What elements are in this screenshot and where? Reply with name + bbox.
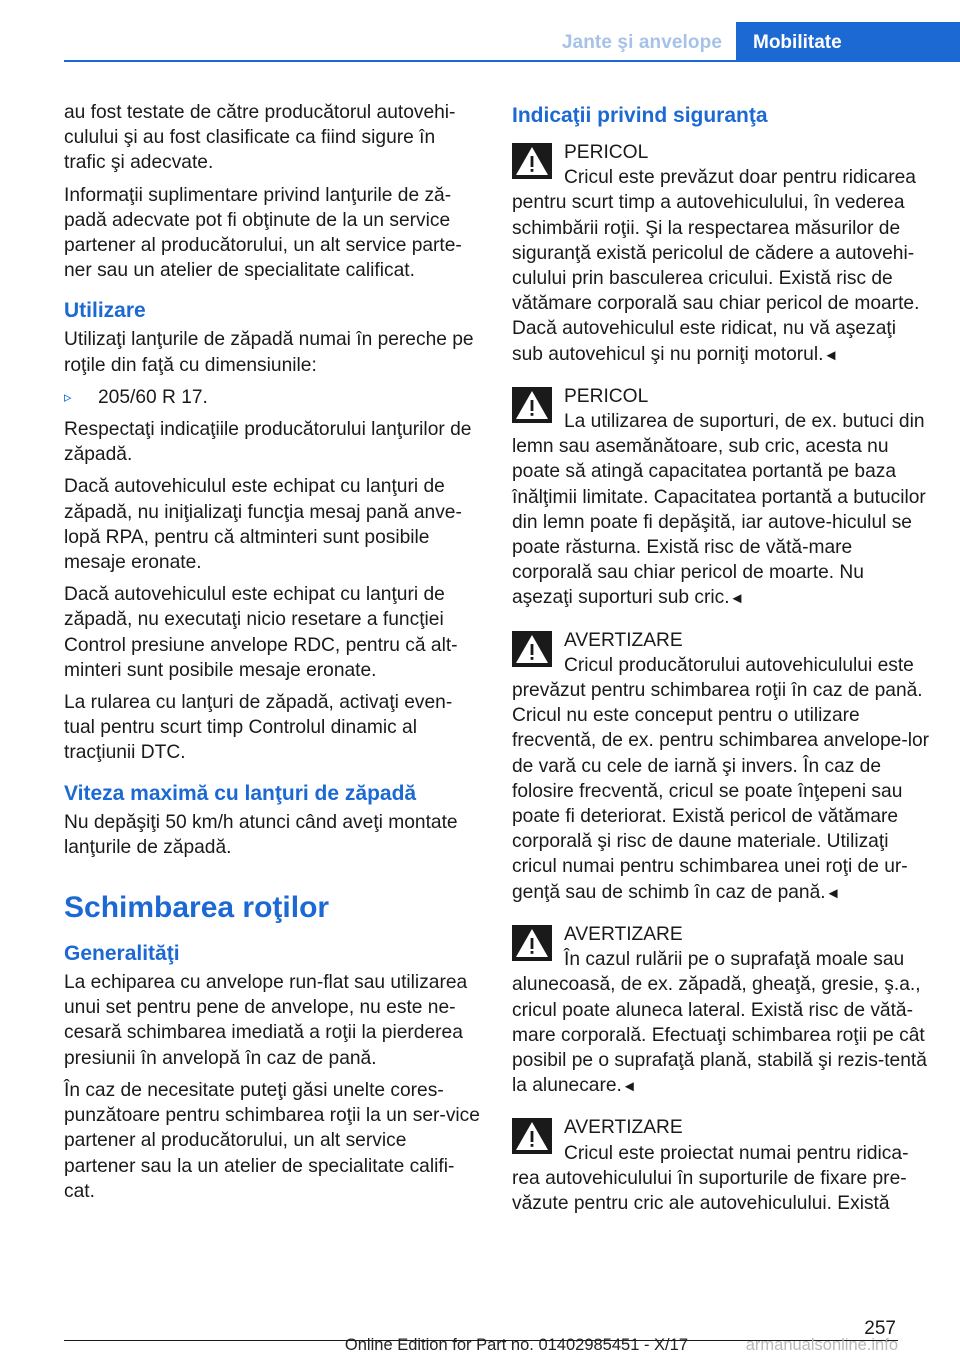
footer-edition: Online Edition for Part no. 01402985451 - X/17	[344, 1336, 688, 1354]
paragraph: Dacă autovehiculul este echipat cu lanţuri de zăpadă, nu iniţializaţi funcţia mesaj pană anve-lopă RPA, pentru că altminteri sunt posibile mesaje eronate.	[64, 476, 462, 574]
warning-title: AVERTIZARE	[564, 923, 683, 945]
warning-triangle-icon	[512, 925, 552, 961]
end-mark-icon: ◄	[729, 590, 745, 608]
warning-block	[512, 140, 930, 368]
paragraph: La echiparea cu anvelope run-flat sau utilizarea unui set pentru pene de anvelope, nu este ne-cesară schimbarea imediată a roţii la pierderea presiunii în anvelopă în caz de pană.	[64, 972, 468, 1069]
heading-utilizare: Utilizare	[64, 299, 146, 323]
page-header	[0, 22, 960, 62]
paragraph: au fost testate de către producătorul autovehi-culului şi au fost clasificate ca fiind sigure în trafic şi adecvate.	[64, 102, 456, 174]
list-item-text: 205/60 R 17.	[98, 386, 208, 408]
paragraph: Dacă autovehiculul este echipat cu lanţuri de zăpadă, nu executaţi nicio resetare a funcţiei Control presiune anvelope RDC, pentru că alt-minteri sunt posibile mesaje eronate.	[64, 584, 458, 681]
paragraph: În caz de necesitate puteţi găsi unelte cores-punzătoare pentru schimbarea roţii la un ser-vice partener al producătorului, un alt service partener sau la un atelier de specialitate califi-cat.	[64, 1079, 480, 1202]
warning-triangle-icon	[512, 1118, 552, 1154]
page-number: 257	[864, 1318, 896, 1339]
warning-triangle-icon	[512, 387, 552, 423]
right-column	[512, 100, 930, 1232]
paragraph: Utilizaţi lanţurile de zăpadă numai în pereche pe roţile din faţă cu dimensiunile:	[64, 329, 474, 376]
end-mark-icon: ◄	[823, 346, 839, 364]
warning-block	[512, 922, 930, 1099]
warning-block	[512, 1115, 930, 1216]
warning-block	[512, 384, 930, 612]
header-chapter-tab: Mobilitate	[736, 22, 960, 62]
paragraph: Informaţii suplimentare privind lanţurile de ză-padă adecvate pot fi obţinute de la un service partener al producătorului, un alt service parte-ner sau un atelier de specialitate calificat.	[64, 184, 462, 282]
warning-title: PERICOL	[564, 142, 649, 163]
warning-title: PERICOL	[564, 385, 649, 407]
end-mark-icon: ◄	[825, 884, 841, 902]
paragraph: La rularea cu lanţuri de zăpadă, activaţi even-tual pentru scurt timp Controlul dinamic al tracţiunii DTC.	[64, 692, 453, 764]
bullet-triangle-icon: ▹	[64, 388, 72, 406]
heading-viteza-maxima: Viteza maximă cu lanţuri de zăpadă	[64, 781, 417, 805]
warning-block	[512, 628, 930, 906]
warning-text: Cricul producătorului autovehiculului este prevăzut pentru schimbarea roţii în caz de pană. Cricul nu este conceput pentru o utilizare frecventă, de ex. pentru schimbarea anvelope-lor de vară cu cele de iarnă şi invers. În caz de folosire frecventă, cricul se poate înţepeni sau poate fi deteriorat. Există pericol de vătămare corporală şi risc de daune materiale. Utilizaţi cricul numai pentru schimbarea unei roţi de ur-genţă sau de schimb în caz de pană.	[512, 654, 930, 903]
warning-title: AVERTIZARE	[564, 1117, 683, 1139]
heading-indicatii-siguranta: Indicaţii privind siguranţa	[512, 104, 768, 127]
warning-text: În cazul rulării pe o suprafaţă moale sau alunecoasă, de ex. zăpadă, gheaţă, gresie, ş.a., cricul poate aluneca lateral. Există risc de vătă-mare corporală. Efectuaţi schimbarea roţii pe cât posibil pe o suprafaţă plană, stabilă şi rezis-tentă la alunecare.	[512, 949, 927, 1097]
warning-text: Cricul este prevăzut doar pentru ridicarea pentru scurt timp a autovehiculului, în vederea schimbării roţii. Şi la respectarea măsurilor de siguranţă există pericolul de cădere a autovehi-culului prin basculerea cricului. Există risc de vătămare corporală sau chiar pericol de moarte. Dacă autovehiculul este ridicat, nu vă aşezaţi sub autovehicul şi nu porniţi motorul.	[512, 167, 920, 365]
warning-triangle-icon	[512, 631, 552, 667]
paragraph: Nu depăşiţi 50 km/h atunci când aveţi montate lanţurile de zăpadă.	[64, 811, 458, 858]
warning-title: AVERTIZARE	[564, 629, 683, 651]
heading-schimbarea-rotilor: Schimbarea roţilor	[64, 891, 330, 925]
warning-triangle-icon	[512, 143, 552, 179]
header-section-title: Jante şi anvelope	[561, 32, 722, 53]
warning-text: Cricul este proiectat numai pentru ridica-rea autovehiculului în suporturile de fixare pre-văzute pentru cric ale autovehiculului. Există	[512, 1142, 909, 1214]
footer-watermark: armanualsonline.info	[745, 1336, 898, 1354]
heading-generalitati: Generalităţi	[64, 942, 180, 966]
warning-text: La utilizarea de suporturi, de ex. butuci din lemn sau asemănătoare, sub cric, acesta nu poate să atingă capacitatea portantă pe baza înălţimii limitate. Capacitatea portantă a butucilor din lemn poate fi depăşită, iar autove-hiculul se poate răsturna. Există risc de vătă-mare corporală sau chiar pericol de moarte. Nu aşezaţi suporturi sub cric.	[512, 411, 926, 609]
left-column	[64, 100, 482, 1211]
paragraph: Respectaţi indicaţiile producătorului lanţurilor de zăpadă.	[64, 419, 472, 466]
list-item	[64, 385, 482, 410]
end-mark-icon: ◄	[621, 1078, 637, 1096]
header-rule	[64, 60, 960, 62]
